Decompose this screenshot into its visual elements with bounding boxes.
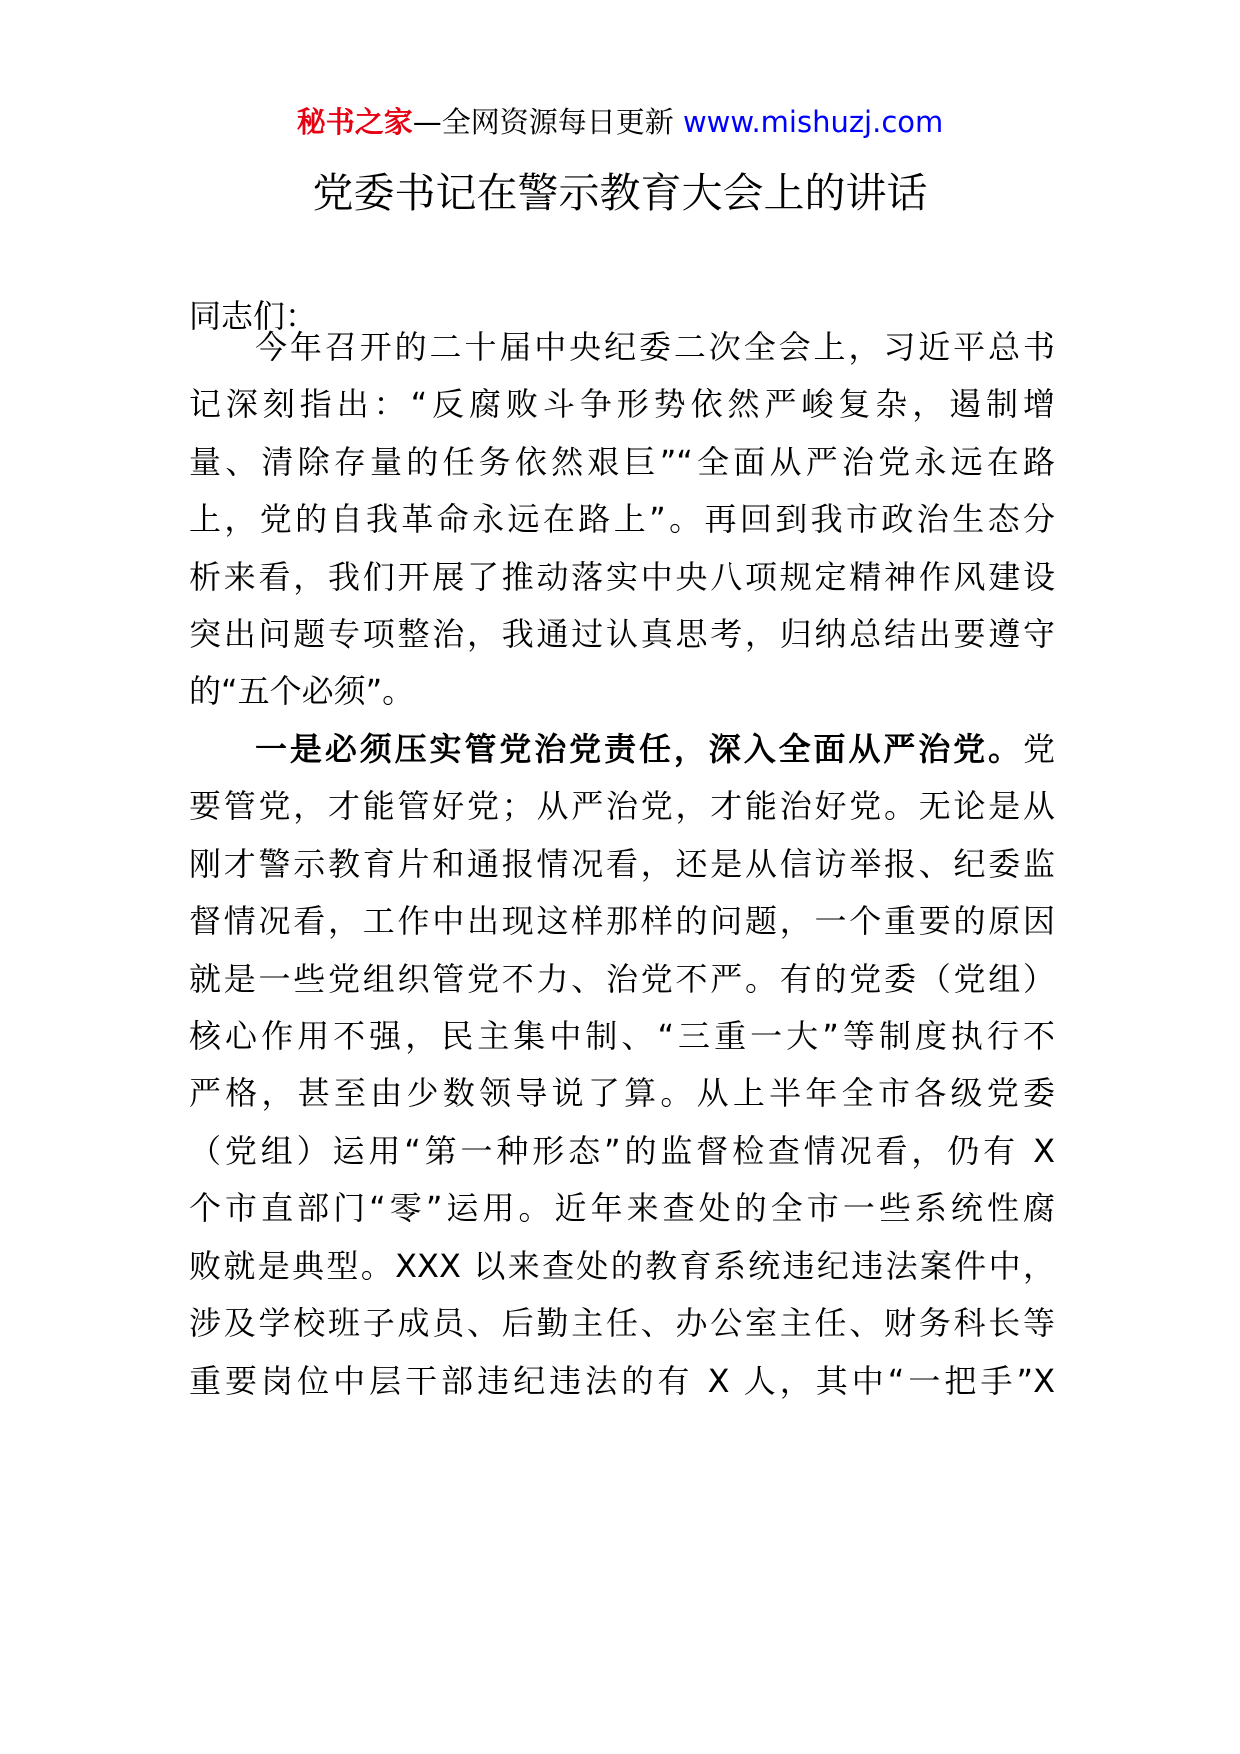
paragraph-2-line-4: 督情况看，工作中出现这样那样的问题，一个重要的原因 [189,902,1055,940]
paragraph-2-line-3: 刚才警示教育片和通报情况看，还是从信访举报、纪委监 [189,845,1055,883]
salutation: 同志们： [189,297,318,335]
document-title: 党委书记在警示教育大会上的讲话 [312,169,928,217]
point-one-tail: 党 [1022,730,1055,768]
paragraph-2-line-1 [189,727,1055,771]
paragraph-1-line-1: 今年召开的二十届中央纪委二次全会上，习近平总书 [255,328,1055,366]
paragraph-2-line-5: 就是一些党组织管党不力、治党不严。有的党委（党组） [189,960,1055,998]
paragraph-2-line-8: （党组）运用“第一种形态”的监督检查情况看，仍有 X [189,1132,1055,1170]
paragraph-1-line-7: 的“五个必须”。 [189,672,415,710]
paragraph-2-line-12: 重要岗位中层干部违纪违法的有 X 人，其中“一把手”X [189,1362,1055,1400]
paragraph-1-line-4: 上，党的自我革命永远在路上”。再回到我市政治生态分 [189,500,1055,538]
paragraph-2-line-7: 严格，甚至由少数领导说了算。从上半年全市各级党委 [189,1074,1055,1112]
site-url-link[interactable]: www.mishuzj.com [682,105,944,139]
paragraph-1-line-5: 析来看，我们开展了推动落实中央八项规定精神作风建设 [189,558,1055,596]
paragraph-1-line-2: 记深刻指出：“反腐败斗争形势依然严峻复杂，遏制增 [189,385,1055,423]
site-banner [0,102,1240,142]
paragraph-2-line-11: 涉及学校班子成员、后勤主任、办公室主任、财务科长等 [189,1304,1055,1342]
paragraph-2-line-10: 败就是典型。XXX 以来查处的教育系统违纪违法案件中， [189,1247,1055,1285]
site-brand: 秘书之家 [296,105,413,139]
point-one-heading: 一是必须压实管党治党责任，深入全面从严治党。 [255,730,1023,768]
site-tagline: —全网资源每日更新 [412,105,674,139]
paragraph-2-line-9: 个市直部门“零”运用。近年来查处的全市一些系统性腐 [189,1189,1055,1227]
paragraph-1-line-3: 量、清除存量的任务依然艰巨”“全面从严治党永远在路 [189,443,1055,481]
paragraph-1-line-6: 突出问题专项整治，我通过认真思考，归纳总结出要遵守 [189,615,1055,653]
paragraph-2-line-2: 要管党，才能管好党；从严治党，才能治好党。无论是从 [189,787,1055,825]
paragraph-2-line-6: 核心作用不强，民主集中制、“三重一大”等制度执行不 [189,1017,1055,1055]
